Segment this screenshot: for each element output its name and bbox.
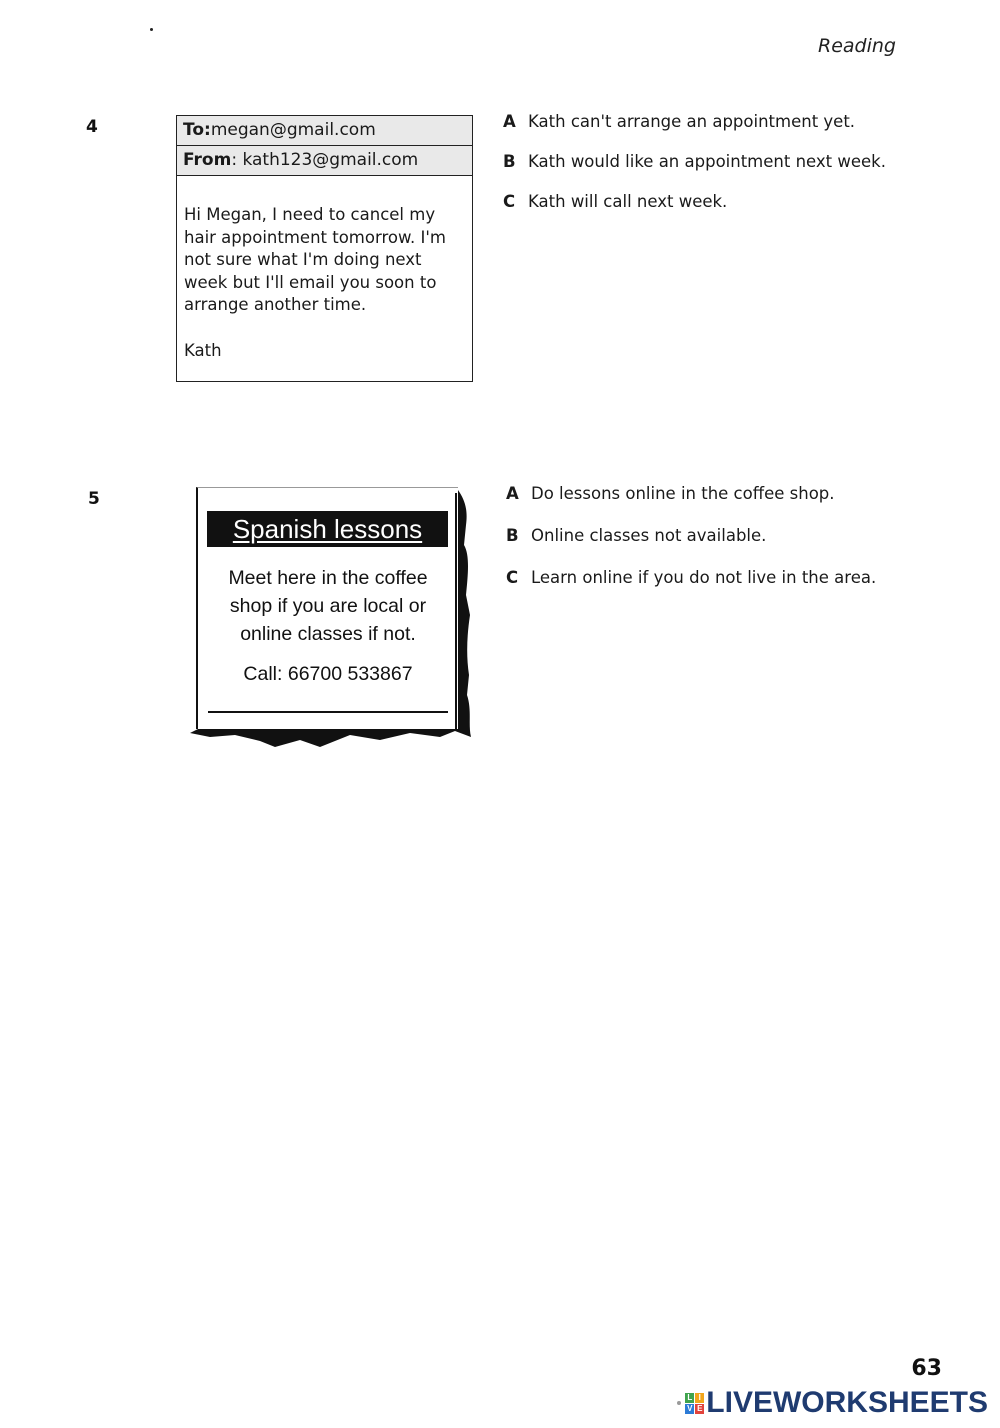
option-text: Learn online if you do not live in the area. [531, 568, 877, 587]
email-from-label: From [183, 150, 232, 170]
brand-dot-icon [677, 1401, 681, 1405]
option-letter: C [503, 192, 516, 211]
option-text: Kath will call next week. [528, 192, 728, 211]
notice-inner-bottom-line [208, 711, 448, 713]
brand-text: LIVEWORKSHEETS [706, 1386, 988, 1419]
section-label: Reading [818, 35, 896, 57]
badge-l: L [685, 1393, 694, 1403]
option-letter: A [503, 112, 516, 131]
notice-inner-right-line [455, 493, 457, 731]
option-q4-a[interactable] [503, 112, 886, 131]
badge-i: I [695, 1393, 704, 1403]
badge-v: V [687, 1403, 693, 1413]
option-q4-b[interactable] [503, 152, 886, 171]
email-body [177, 176, 472, 362]
option-letter: C [506, 568, 519, 587]
option-q4-c[interactable] [503, 192, 886, 211]
liveworksheets-logo[interactable] [677, 1386, 988, 1420]
email-to-value: megan@gmail.com [210, 120, 376, 140]
option-q5-b[interactable] [506, 526, 876, 545]
question-number-4: 4 [86, 117, 98, 137]
option-q5-a[interactable] [506, 484, 876, 503]
email-card [176, 115, 473, 382]
email-signature: Kath [184, 340, 222, 360]
page-number: 63 [911, 1356, 942, 1381]
option-text: Online classes not available. [531, 526, 767, 545]
notice-body [205, 564, 451, 648]
notice-line-3: online classes if not. [240, 623, 416, 645]
option-q5-c[interactable] [506, 568, 876, 587]
email-from-value: : kath123@gmail.com [231, 150, 419, 170]
email-to-label: To: [183, 120, 211, 140]
options-q4 [503, 112, 886, 211]
badge-e: E [697, 1403, 703, 1413]
options-q5 [506, 484, 876, 587]
stray-dot [150, 28, 153, 31]
option-text: Kath can't arrange an appointment yet. [528, 112, 856, 131]
notice-line-1: Meet here in the coffee [228, 567, 428, 589]
email-to-row [177, 116, 472, 146]
live-badge-icon [685, 1393, 704, 1414]
option-letter: B [503, 152, 516, 171]
notice-line-2: shop if you are local or [229, 595, 427, 617]
question-number-5: 5 [88, 489, 100, 509]
notice-phone: Call: 66700 533867 [243, 663, 413, 685]
option-text: Do lessons online in the coffee shop. [531, 484, 835, 503]
email-from-row [177, 146, 472, 176]
option-letter: A [506, 484, 519, 503]
option-letter: B [506, 526, 519, 545]
option-text: Kath would like an appointment next week. [528, 152, 886, 171]
notice-title: Spanish lessons [207, 511, 448, 547]
email-message: Hi Megan, I need to cancel my hair appointment tomorrow. I'm not sure what I'm doing next week but I'll email you soon to arrange another time. [184, 205, 446, 314]
